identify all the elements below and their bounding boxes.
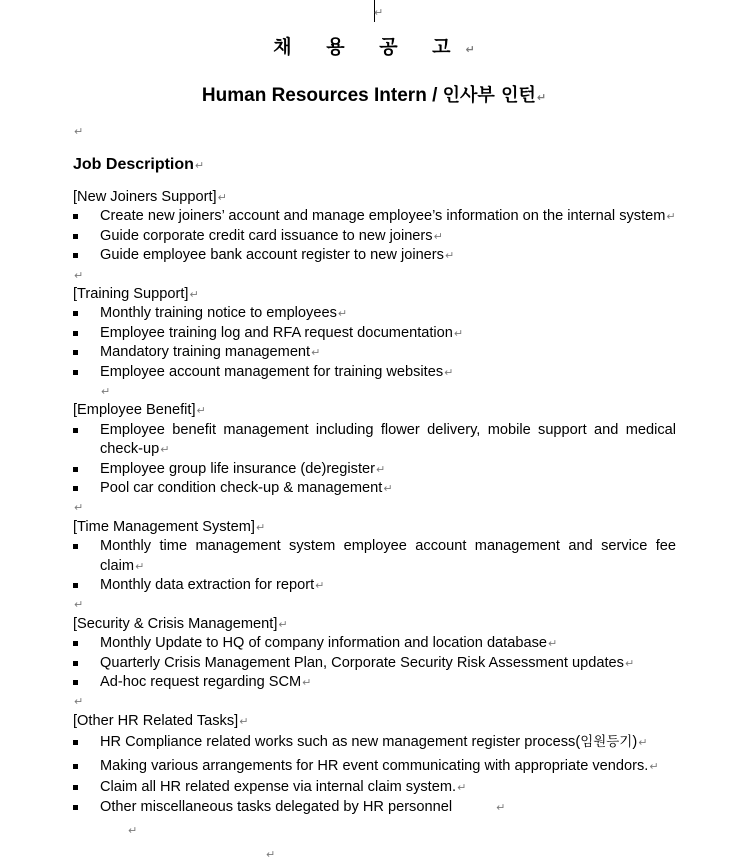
paragraph-mark: ↵ [266,848,276,861]
list-item: Employee account management for training websites↵ [73,363,676,382]
section-title: [Security & Crisis Management]↵ [73,615,288,632]
section-title: [Other HR Related Tasks]↵ [73,712,249,729]
list-item: Employee training log and RFA request documentation↵ [73,324,676,343]
paragraph-mark: ↵ [374,6,384,19]
list-item: Monthly time management system employee account management and service fee claim↵ [73,537,676,576]
list-item: Create new joiners’ account and manage employee’s information on the internal system↵ [73,207,676,226]
list-item: Guide corporate credit card issuance to new joiners↵ [73,227,676,246]
bullet-icon [73,764,78,769]
bullet-icon [73,428,78,433]
bullet-icon [73,311,78,316]
bullet-icon [73,805,78,810]
bullet-icon [73,583,78,588]
bullet-icon [73,740,78,745]
bullet-icon [73,467,78,472]
section-title: [Time Management System]↵ [73,518,266,535]
empty-paragraph: ↵ [74,598,84,612]
list-item: Monthly training notice to employees↵ [73,304,676,323]
list-item: Monthly data extraction for report↵ [73,576,676,595]
bullet-icon [73,661,78,666]
bullet-icon [73,486,78,491]
position-title: Human Resources Intern / 인사부 인턴↵ [201,85,547,106]
list-item: Employee group life insurance (de)register↵ [73,460,676,479]
job-description-heading: Job Description↵ [73,156,205,173]
empty-paragraph: ↵ [74,501,84,515]
section-title: [New Joiners Support]↵ [73,189,227,205]
list-item: Monthly Update to HQ of company information and location database↵ [73,634,676,653]
bullet-icon [73,331,78,336]
bullet-icon [73,370,78,375]
list-item: Guide employee bank account register to new joiners↵ [73,246,676,265]
bullet-icon [73,680,78,685]
section-title: [Training Support]↵ [73,286,199,302]
job-description-body [73,188,676,817]
paragraph-mark: ↵ [128,824,138,837]
bullet-icon [73,641,78,646]
list-item: Other miscellaneous tasks delegated by HR personnel ↵ [73,798,676,817]
paragraph-mark: ↵ [74,125,84,138]
list-item: Employee benefit management including flower delivery, mobile support and medical check-up↵ [73,421,676,460]
list-item: Quarterly Crisis Management Plan, Corporate Security Risk Assessment updates↵ [73,654,676,673]
empty-paragraph: ↵ [101,385,111,399]
list-item: Making various arrangements for HR event communicating with appropriate vendors.↵ [73,755,676,779]
bullet-icon [73,544,78,549]
empty-paragraph: ↵ [74,268,84,282]
bullet-icon [73,214,78,219]
list-item: Mandatory training management↵ [73,343,676,362]
list-item: Pool car condition check-up & management↵ [73,479,676,498]
bullet-icon [73,253,78,258]
bullet-icon [73,785,78,790]
list-item: Claim all HR related expense via internal claim system.↵ [73,778,676,797]
section-title: [Employee Benefit]↵ [73,402,206,419]
list-item: Ad-hoc request regarding SCM↵ [73,673,676,692]
bullet-icon [73,350,78,355]
bullet-icon [73,234,78,239]
empty-paragraph: ↵ [74,695,84,709]
list-item: HR Compliance related works such as new management register process(임원등기)↵ [73,731,676,755]
page-title: 채 용 공 고↵ [273,36,475,58]
